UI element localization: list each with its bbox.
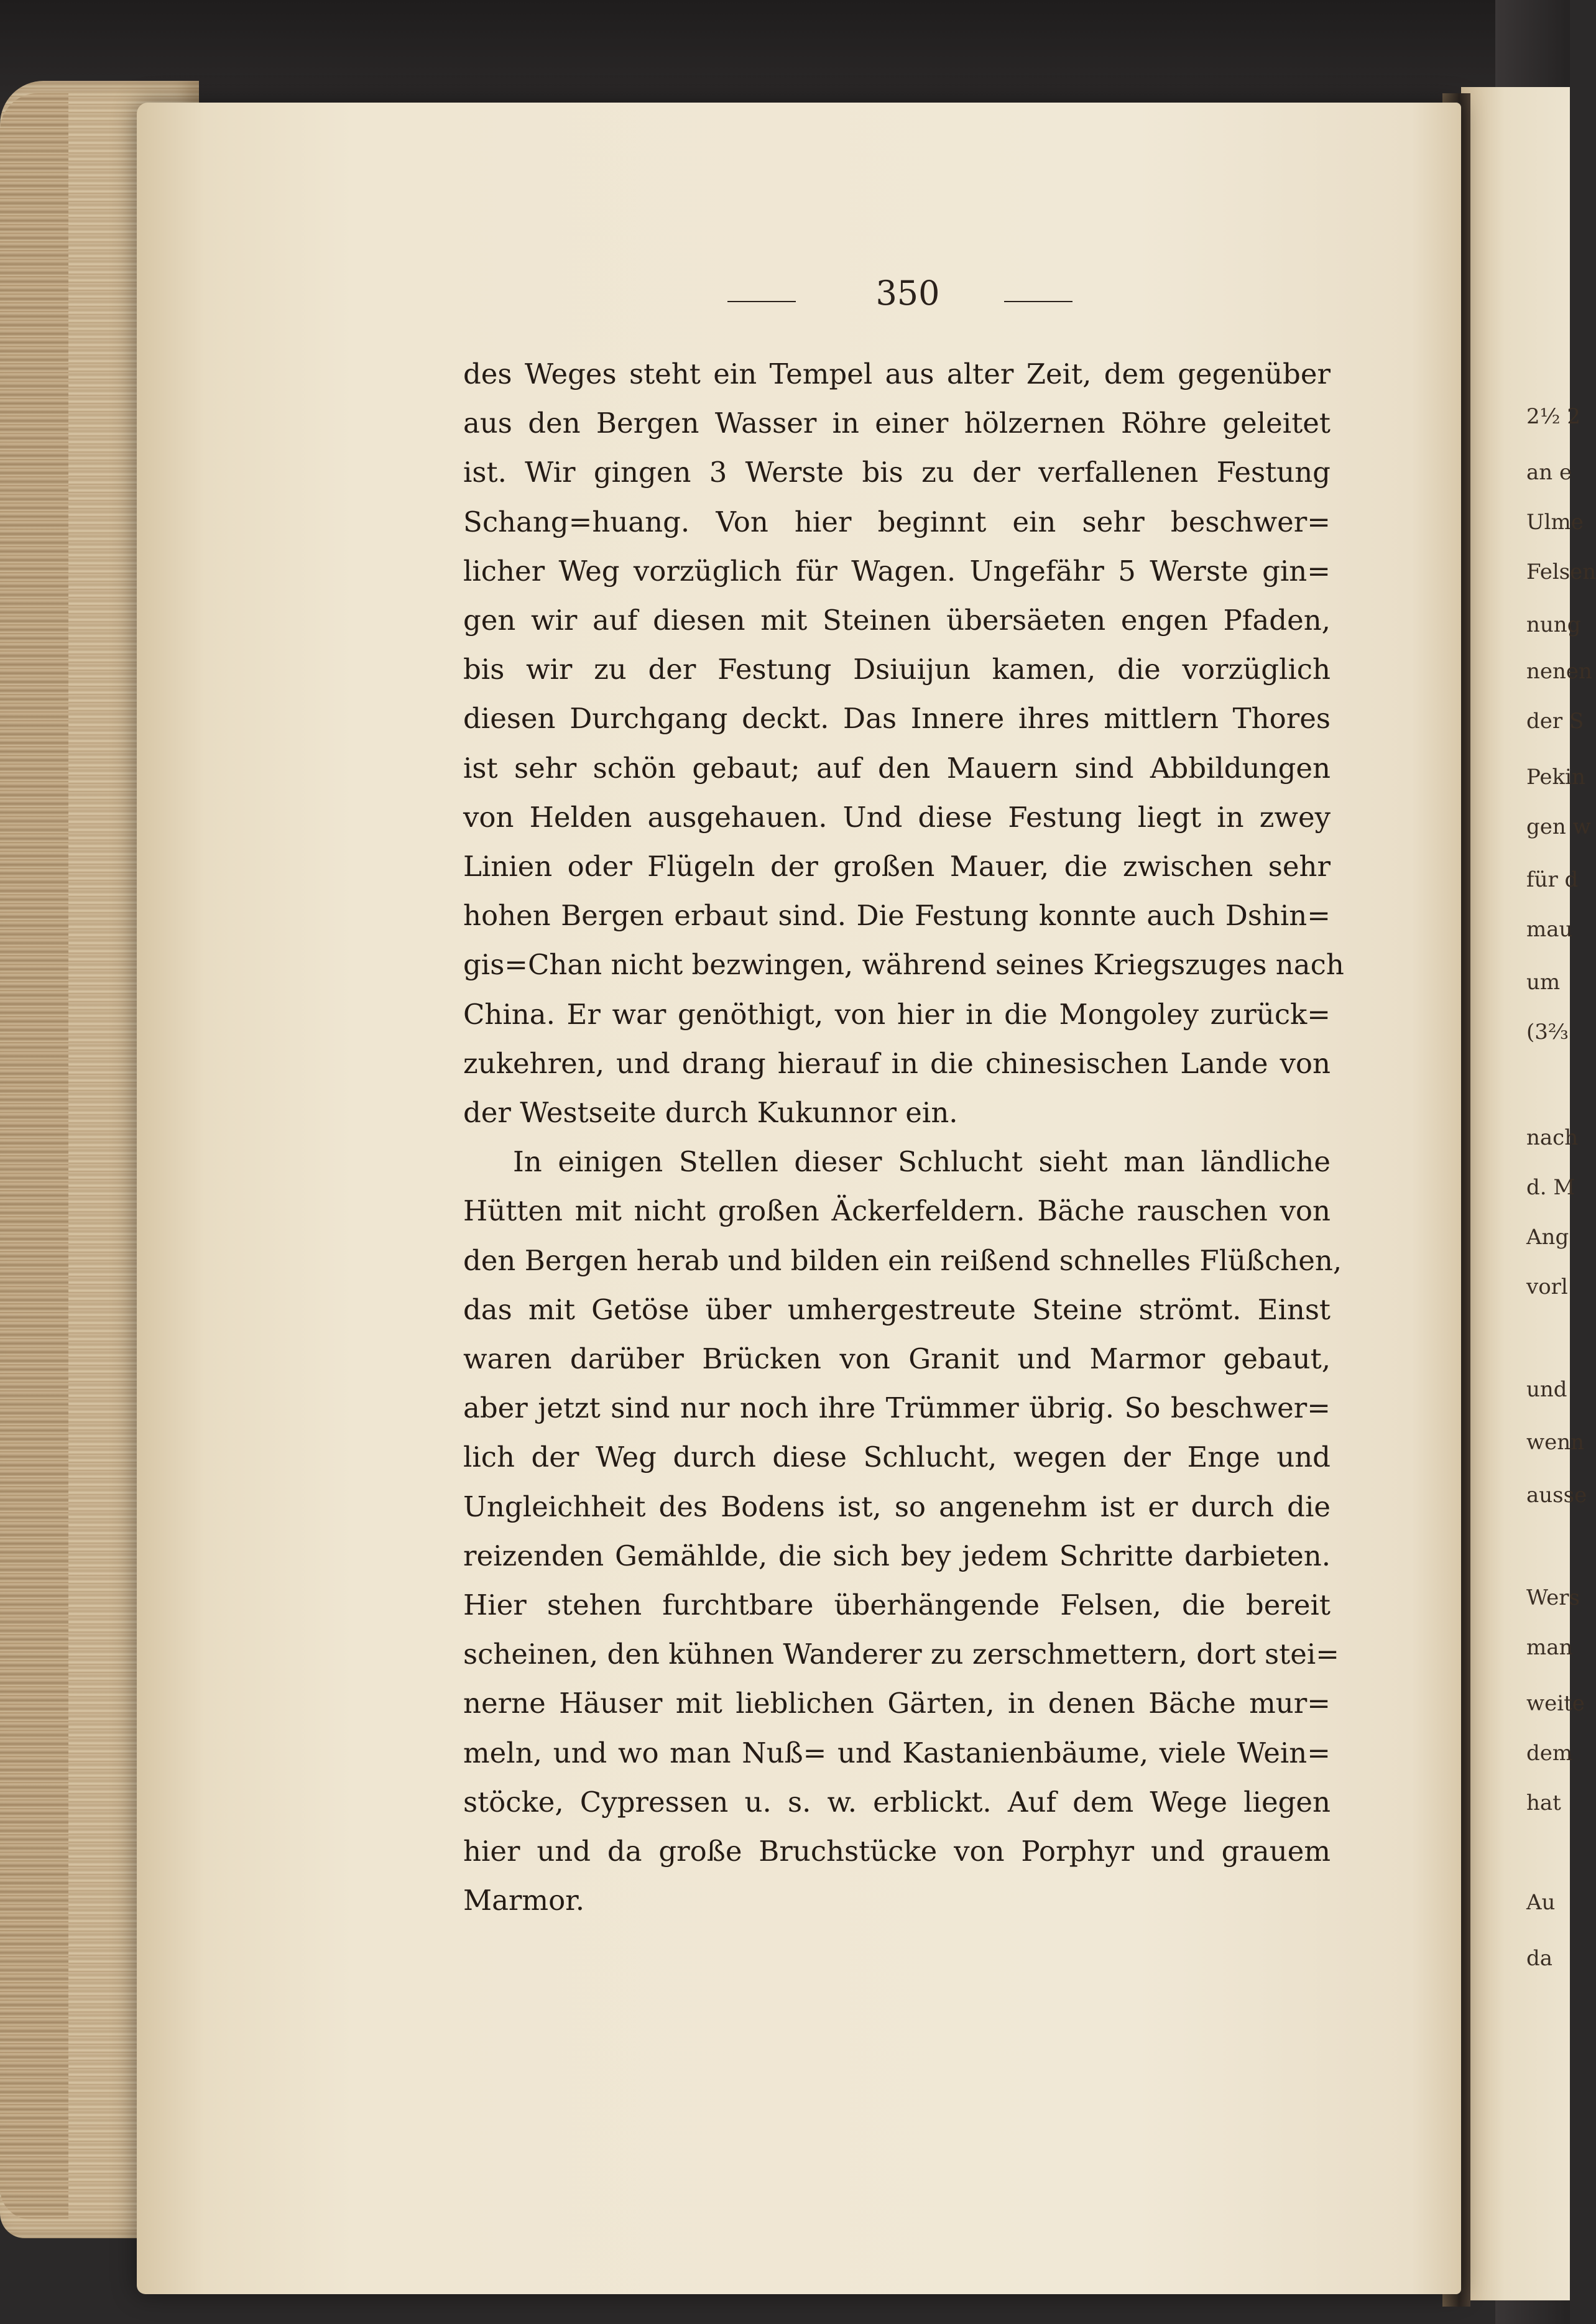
header-rule-right xyxy=(1004,301,1072,302)
text-line: waren darüber Brücken von Granit und Marmor gebaut, xyxy=(463,1342,1331,1375)
page-edges xyxy=(0,93,68,2220)
text-line: stöcke, Cypressen u. s. w. erblickt. Auf dem Wege liegen xyxy=(463,1785,1331,1819)
text-line: scheinen, den kühnen Wanderer zu zerschmettern, dort stei= xyxy=(463,1638,1339,1671)
facing-text-fragment: Au xyxy=(1526,1890,1556,1915)
facing-text-fragment: (3⅔ xyxy=(1526,1020,1569,1044)
facing-text-fragment: mau xyxy=(1526,917,1573,942)
facing-text-fragment: vorl xyxy=(1526,1275,1568,1299)
text-line: von Helden ausgehauen. Und diese Festung liegt in zwey xyxy=(463,800,1331,834)
facing-text-fragment: an e xyxy=(1526,460,1572,485)
text-line: bis wir zu der Festung Dsiuijun kamen, die vorzüglich xyxy=(463,653,1331,686)
text-line: China. Er war genöthigt, von hier in die Mongoley zurück= xyxy=(463,997,1331,1031)
facing-text-fragment: nenen xyxy=(1526,659,1592,684)
text-line: licher Weg vorzüglich für Wagen. Ungefähr 5 Werste gin= xyxy=(463,554,1331,588)
facing-text-fragment: da xyxy=(1526,1946,1553,1971)
page-header xyxy=(727,274,1100,323)
text-line: Hier stehen furchtbare überhängende Felsen, die bereit xyxy=(463,1589,1331,1621)
text-line: das mit Getöse über umhergestreute Steine strömt. Einst xyxy=(463,1293,1331,1326)
text-line: der Westseite durch Kukunnor ein. xyxy=(463,1096,958,1129)
facing-text-fragment: um xyxy=(1526,970,1561,995)
text-line: ist. Wir gingen 3 Werste bis zu der verfallenen Festung xyxy=(463,456,1331,489)
facing-text-fragment: nach xyxy=(1526,1125,1579,1150)
text-line: zukehren, und drang hierauf in die chinesischen Lande von xyxy=(463,1046,1331,1080)
text-line: In einigen Stellen dieser Schlucht sieht man ländliche xyxy=(513,1145,1331,1179)
text-line: nerne Häuser mit lieblichen Gärten, in denen Bäche mur= xyxy=(463,1687,1331,1720)
facing-text-fragment: weite xyxy=(1526,1691,1585,1716)
text-line: hier und da große Bruchstücke von Porphyr und grauem xyxy=(463,1835,1331,1868)
text-line: gis=Chan nicht bezwingen, während seines Kriegszuges nach xyxy=(463,948,1344,982)
text-line: Ungleichheit des Bodens ist, so angenehm ist er durch die xyxy=(463,1490,1331,1523)
text-line: gen wir auf diesen mit Steinen übersäeten engen Pfaden, xyxy=(463,604,1331,637)
facing-text-fragment: man xyxy=(1526,1635,1573,1660)
text-line: meln, und wo man Nuß= und Kastanienbäume, viele Wein= xyxy=(463,1736,1331,1769)
facing-text-fragment: 2½ 2 xyxy=(1526,404,1581,429)
facing-text-fragment: für d xyxy=(1526,867,1579,892)
facing-text-fragment: hat xyxy=(1526,1791,1561,1815)
text-line: Hütten mit nicht großen Äckerfeldern. Bäche rauschen von xyxy=(463,1194,1331,1228)
facing-text-fragment: nung xyxy=(1526,612,1581,637)
text-line: des Weges steht ein Tempel aus alter Zeit, dem gegenüber xyxy=(463,357,1331,390)
text-line: aus den Bergen Wasser in einer hölzernen Röhre geleitet xyxy=(463,407,1331,440)
facing-text-fragment: Ang xyxy=(1526,1225,1569,1250)
page-number: 350 xyxy=(875,274,940,313)
text-line: Schang=huang. Von hier beginnt ein sehr beschwer= xyxy=(463,505,1331,538)
facing-text-fragment: d. M xyxy=(1526,1175,1575,1200)
text-line: hohen Bergen erbaut sind. Die Festung konnte auch Dshin= xyxy=(463,899,1331,933)
text-line: aber jetzt sind nur noch ihre Trümmer übrig. So beschwer= xyxy=(463,1391,1331,1425)
facing-text-fragment: Wers xyxy=(1526,1585,1580,1610)
text-line: lich der Weg durch diese Schlucht, wegen der Enge und xyxy=(463,1441,1331,1474)
text-line: Marmor. xyxy=(463,1884,585,1917)
facing-text-fragment: der S xyxy=(1526,709,1584,734)
text-line: diesen Durchgang deckt. Das Innere ihres mittlern Thores xyxy=(463,702,1331,735)
facing-text-fragment: Ulme xyxy=(1526,510,1584,535)
facing-text-fragment: dem xyxy=(1526,1741,1573,1766)
facing-text-fragment: Felsen xyxy=(1526,560,1596,584)
facing-text-fragment: gen w xyxy=(1526,814,1591,839)
facing-text-fragment: Pekin xyxy=(1526,765,1585,790)
text-line: Linien oder Flügeln der großen Mauer, die zwischen sehr xyxy=(463,850,1331,883)
header-rule-left xyxy=(727,301,796,302)
facing-text-fragment: ausse xyxy=(1526,1483,1587,1508)
facing-text-fragment: und xyxy=(1526,1377,1567,1402)
text-line: den Bergen herab und bilden ein reißend schnelles Flüßchen, xyxy=(463,1243,1342,1277)
text-line: ist sehr schön gebaut; auf den Mauern sind Abbildungen xyxy=(463,751,1331,785)
text-line: reizenden Gemählde, die sich bey jedem Schritte darbieten. xyxy=(463,1539,1331,1572)
facing-text-fragment: wenn xyxy=(1526,1430,1585,1455)
